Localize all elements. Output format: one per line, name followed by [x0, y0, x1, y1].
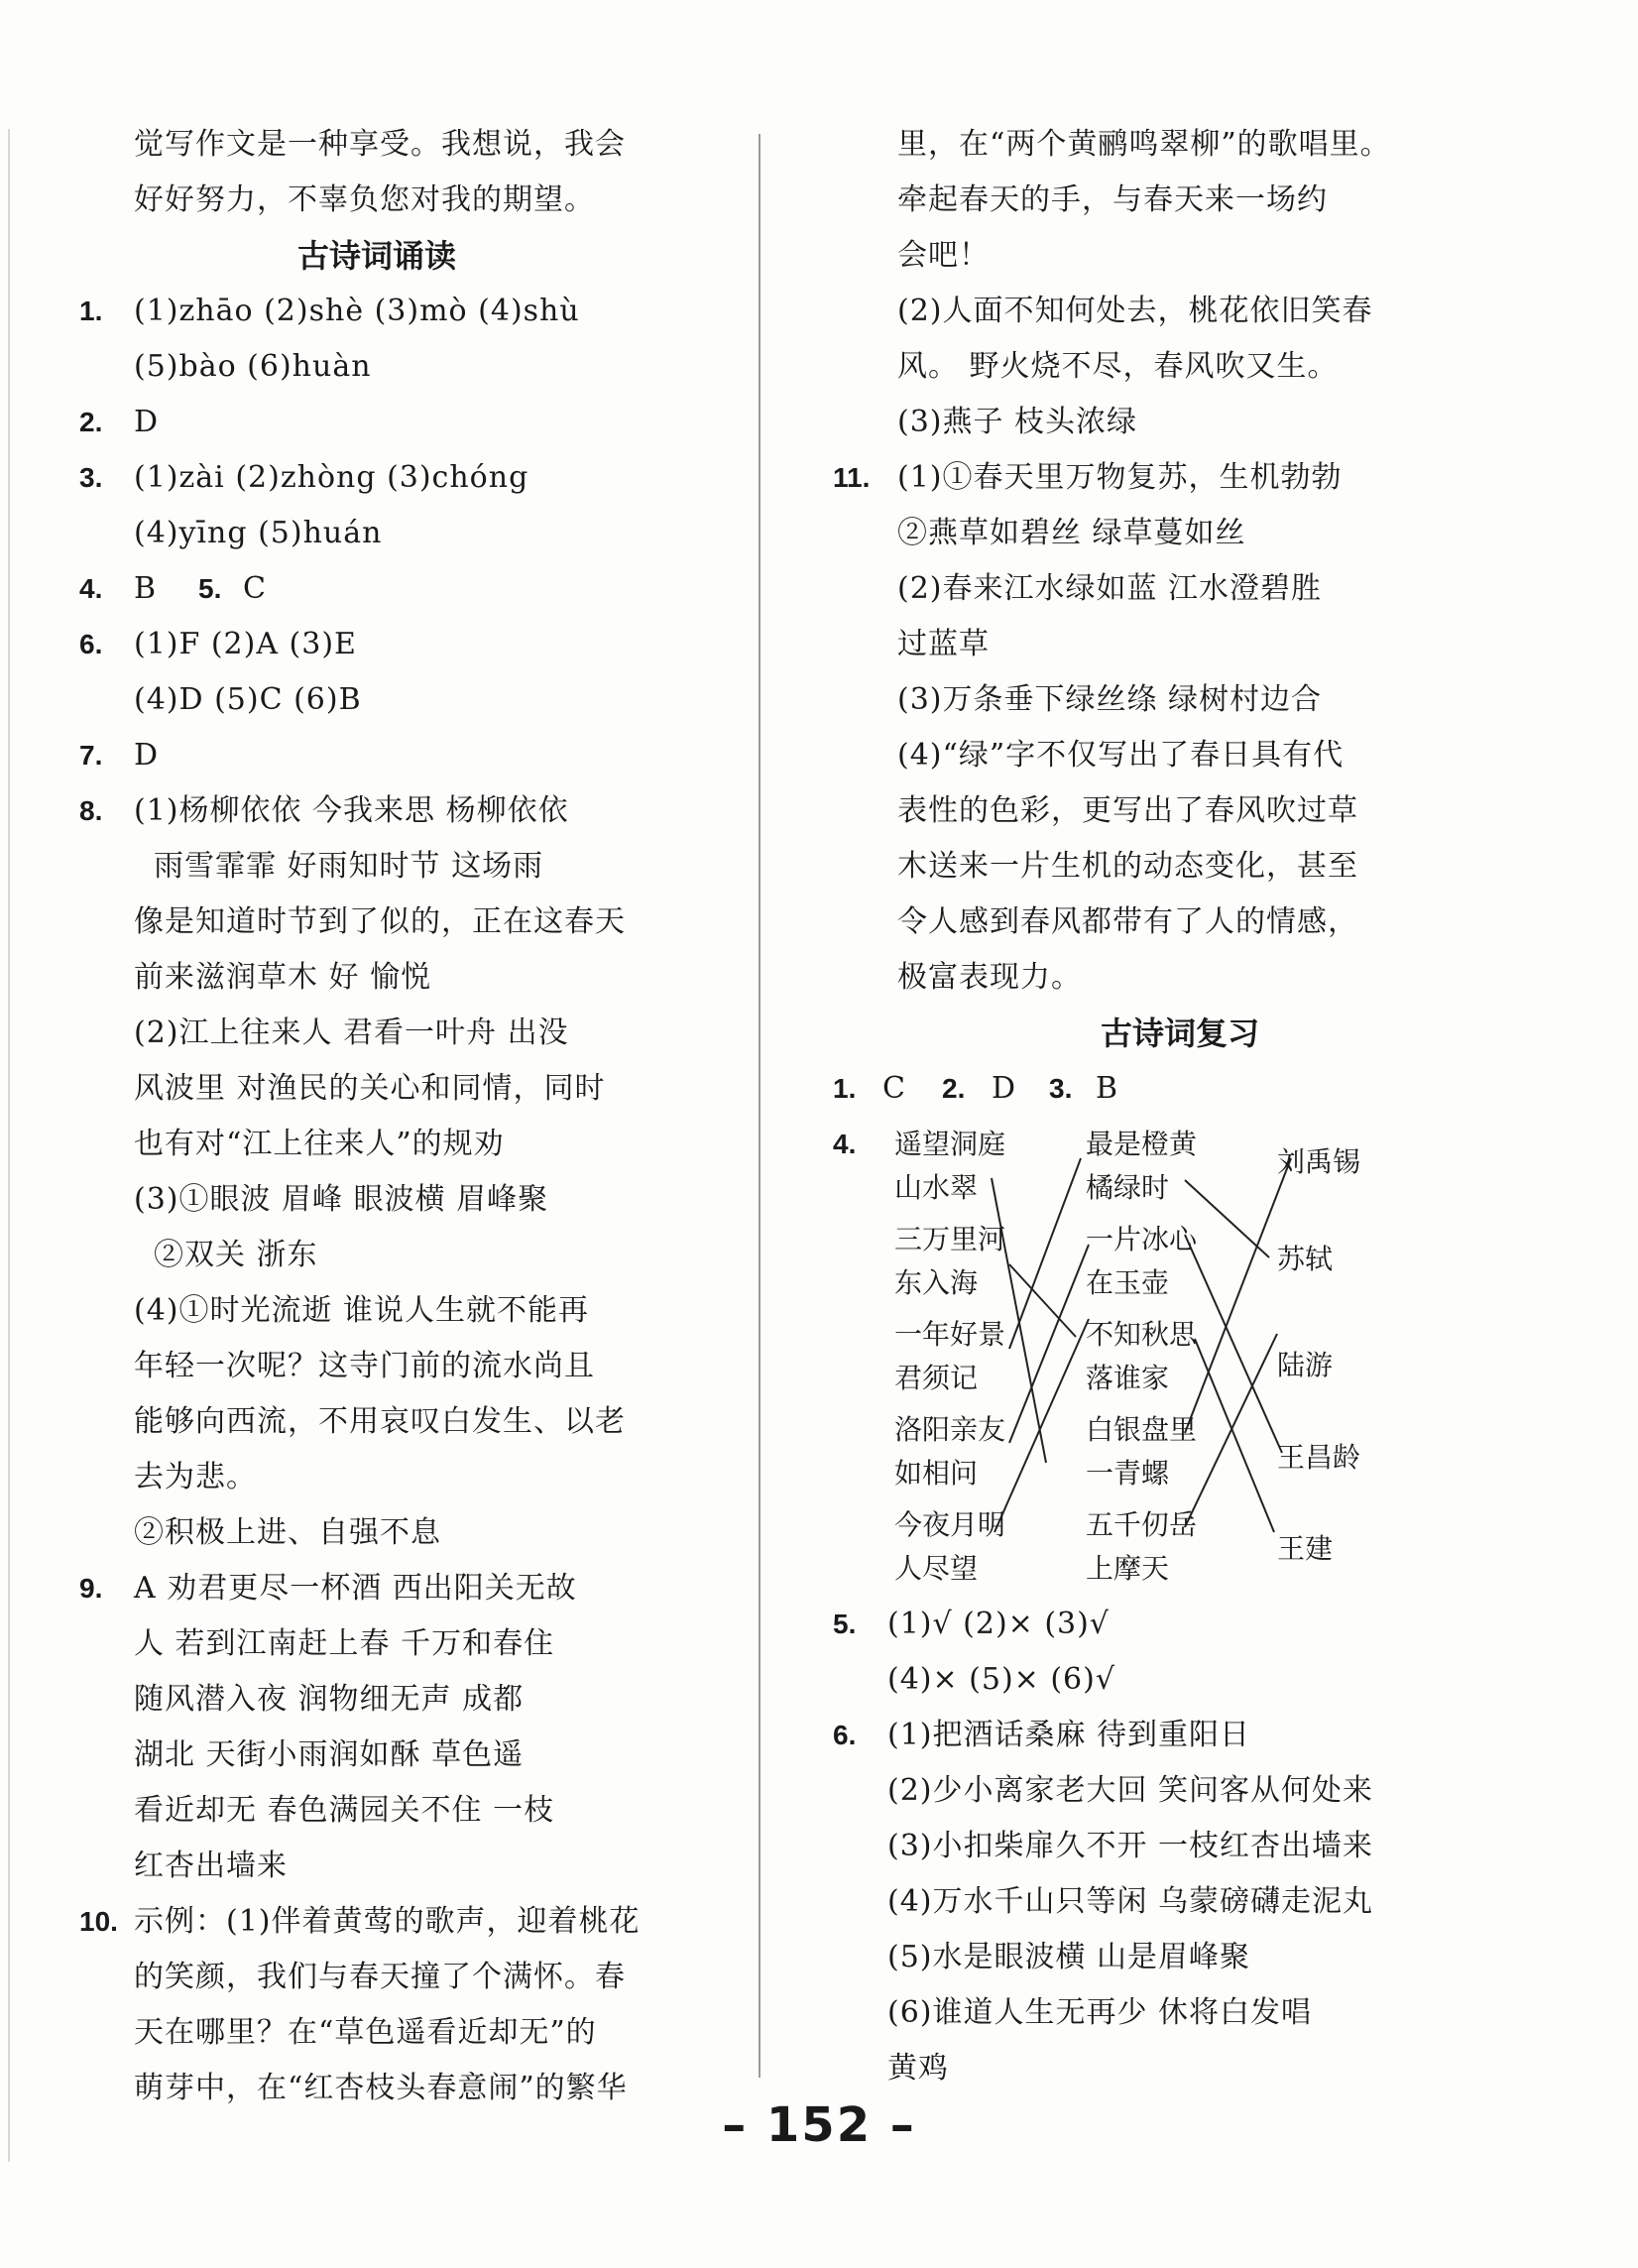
answer-line: (3)①眼波 眉峰 眼波横 眉峰聚 — [134, 1182, 549, 1217]
match-left-item: 洛阳亲友 — [894, 1413, 1006, 1446]
question-number: 4. — [79, 573, 103, 604]
question-number: 9. — [79, 1573, 103, 1604]
answer-line: 随风潜入夜 润物细无声 成都 — [134, 1682, 525, 1717]
match-middle-item: 不知秋思 — [1086, 1318, 1198, 1351]
match-middle-item: 五千仞岳 — [1086, 1508, 1198, 1541]
answer-line: 示例：(1)伴着黄莺的歌声，迎着桃花 — [134, 1904, 641, 1939]
answer-line: (4)× (5)× (6)√ — [887, 1662, 1115, 1697]
question-number: 2. — [942, 1073, 966, 1104]
question-number: 11. — [833, 462, 871, 493]
answer-line: (3)燕子 枝头浓绿 — [897, 405, 1138, 439]
answer-line: ②燕草如碧丝 绿草蔓如丝 — [897, 516, 1246, 550]
answer-line: A 劝君更尽一杯酒 西出阳关无故 — [134, 1571, 577, 1606]
answer-line: D — [992, 1071, 1017, 1106]
match-left-item: 如相问 — [894, 1457, 979, 1490]
match-left-item: 遥望洞庭 — [894, 1128, 1006, 1160]
answer-line: ②积极上进、自强不息 — [134, 1515, 441, 1550]
question-number: 1. — [833, 1073, 857, 1104]
answer-line: 木送来一片生机的动态变化，甚至 — [897, 849, 1358, 884]
answer-line: (2)江上往来人 君看一叶舟 出没 — [134, 1015, 569, 1050]
match-left-item: 一年好景 — [894, 1318, 1006, 1351]
answer-line: 极富表现力。 — [897, 960, 1082, 995]
answer-line: 像是知道时节到了似的，正在这春天 — [134, 904, 626, 939]
question-number: 2. — [79, 407, 103, 437]
answer-line: (4)①时光流逝 谁说人生就不能再 — [134, 1293, 590, 1328]
question-number: 10. — [79, 1906, 118, 1937]
question-number: 5. — [198, 573, 222, 604]
answer-line: 能够向西流，不用哀叹白发生、以老 — [134, 1404, 626, 1439]
answer-line: (1)把酒话桑麻 待到重阳日 — [887, 1718, 1251, 1752]
intro-line: 觉写作文是一种享受。我想说，我会 — [134, 127, 626, 162]
section-heading-recite: 古诗词诵读 — [296, 237, 456, 275]
answer-line: (1)zài (2)zhòng (3)chóng — [134, 460, 529, 495]
answer-line: D — [134, 738, 160, 773]
match-middle-item: 最是橙黄 — [1086, 1128, 1198, 1160]
question-number: 1. — [79, 296, 103, 326]
answer-line: ②双关 浙东 — [154, 1238, 318, 1272]
match-author: 王建 — [1277, 1532, 1334, 1565]
question-number: 7. — [79, 740, 103, 771]
page-number: – 152 – — [722, 2097, 916, 2153]
answer-line: 也有对“江上往来人”的规劝 — [134, 1127, 505, 1161]
answer-line: 风。 野火烧不尽，春风吹又生。 — [897, 349, 1339, 384]
answer-line: (1)杨柳依依 今我来思 杨柳依依 — [134, 793, 569, 828]
answer-line: 雨雪霏霏 好雨知时节 这场雨 — [154, 849, 544, 884]
column-divider — [759, 134, 760, 2078]
question-number: 3. — [79, 462, 103, 493]
answer-line: 表性的色彩，更写出了春风吹过草 — [897, 793, 1358, 828]
answer-line: (1)F (2)A (3)E — [134, 627, 357, 661]
page-edge-line — [8, 129, 10, 2162]
match-middle-item: 一片冰心 — [1086, 1223, 1198, 1255]
match-middle-item: 橘绿时 — [1086, 1171, 1170, 1204]
answer-line: 前来滋润草木 好 愉悦 — [134, 960, 432, 995]
answer-line: 黄鸡 — [887, 2051, 949, 2086]
match-author: 王昌龄 — [1277, 1441, 1361, 1474]
match-left-item: 君须记 — [894, 1362, 979, 1394]
answer-line: (5)水是眼波横 山是眉峰聚 — [887, 1940, 1251, 1974]
match-left-item: 今夜月明 — [894, 1508, 1006, 1541]
answer-line: (2)人面不知何处去，桃花依旧笑春 — [897, 294, 1373, 328]
match-middle-item: 上摩天 — [1086, 1552, 1170, 1585]
match-author: 苏轼 — [1277, 1243, 1334, 1275]
match-middle-item: 白银盘里 — [1086, 1413, 1198, 1446]
answer-line: (3)小扣柴扉久不开 一枝红杏出墙来 — [887, 1829, 1374, 1863]
answer-line: (4)“绿”字不仅写出了春日具有代 — [897, 738, 1345, 773]
answer-line: 会吧！ — [897, 238, 990, 273]
answer-line: 天在哪里？在“草色遥看近却无”的 — [134, 2015, 597, 2050]
answer-line: (1)zhāo (2)shè (3)mò (4)shù — [134, 294, 580, 328]
answer-line: 风波里 对渔民的关心和同情，同时 — [134, 1071, 606, 1106]
match-left-item: 山水翠 — [894, 1171, 979, 1204]
match-left-item: 东入海 — [894, 1266, 979, 1299]
match-middle-item: 在玉壶 — [1086, 1266, 1170, 1299]
match-left-item: 人尽望 — [894, 1552, 979, 1585]
answer-line: (1)√ (2)× (3)√ — [887, 1607, 1110, 1641]
answer-line: 萌芽中，在“红杏枝头春意闹”的繁华 — [134, 2071, 628, 2105]
answer-line: C — [243, 571, 267, 606]
question-number: 6. — [833, 1720, 857, 1750]
intro-line: 好好努力，不辜负您对我的期望。 — [134, 182, 595, 217]
answer-line: D — [134, 405, 160, 439]
question-number: 8. — [79, 795, 103, 826]
answer-line: (6)谁道人生无再少 休将白发唱 — [887, 1995, 1313, 2030]
answer-line: 红杏出墙来 — [134, 1849, 288, 1883]
match-middle-item: 一青螺 — [1086, 1457, 1170, 1490]
answer-line: B — [1096, 1071, 1119, 1106]
answer-line: (4)yīng (5)huán — [134, 516, 383, 550]
answer-line: 年轻一次呢？这寺门前的流水尚且 — [134, 1349, 595, 1383]
answer-line: (2)少小离家老大回 笑问客从何处来 — [887, 1773, 1374, 1808]
match-middle-item: 落谁家 — [1086, 1362, 1170, 1394]
question-number: 3. — [1049, 1073, 1073, 1104]
match-author: 刘禹锡 — [1277, 1145, 1361, 1178]
answer-line: 人 若到江南赶上春 千万和春住 — [134, 1626, 555, 1661]
answer-line: 湖北 天街小雨润如酥 草色遥 — [134, 1737, 525, 1772]
answer-line: 看近却无 春色满园关不住 一枝 — [134, 1793, 555, 1828]
question-number: 5. — [833, 1609, 857, 1639]
answer-line: (4)万水千山只等闲 乌蒙磅礴走泥丸 — [887, 1884, 1374, 1919]
answer-line: (2)春来江水绿如蓝 江水澄碧胜 — [897, 571, 1323, 606]
answer-line: B — [134, 571, 158, 606]
answer-line: (1)①春天里万物复苏，生机勃勃 — [897, 460, 1343, 495]
answer-line: (5)bào (6)huàn — [134, 349, 372, 384]
answer-line: 牵起春天的手，与春天来一场约 — [897, 182, 1328, 217]
section-heading-review: 古诗词复习 — [1100, 1015, 1259, 1052]
answer-line: C — [882, 1071, 906, 1106]
answer-line: 过蓝草 — [897, 627, 990, 661]
answer-line: (4)D (5)C (6)B — [134, 682, 362, 717]
answer-line: 去为悲。 — [134, 1460, 257, 1494]
question-number: 4. — [833, 1129, 857, 1159]
answer-line: 的笑颜，我们与春天撞了个满怀。春 — [134, 1960, 626, 1994]
question-number: 6. — [79, 629, 103, 659]
answer-line: 里，在“两个黄鹂鸣翠柳”的歌唱里。 — [897, 127, 1391, 162]
answer-line: 令人感到春风都带有了人的情感， — [897, 904, 1358, 939]
answer-line: (3)万条垂下绿丝绦 绿树村边合 — [897, 682, 1323, 717]
match-left-item: 三万里河 — [894, 1223, 1006, 1255]
match-author: 陆游 — [1277, 1349, 1334, 1381]
